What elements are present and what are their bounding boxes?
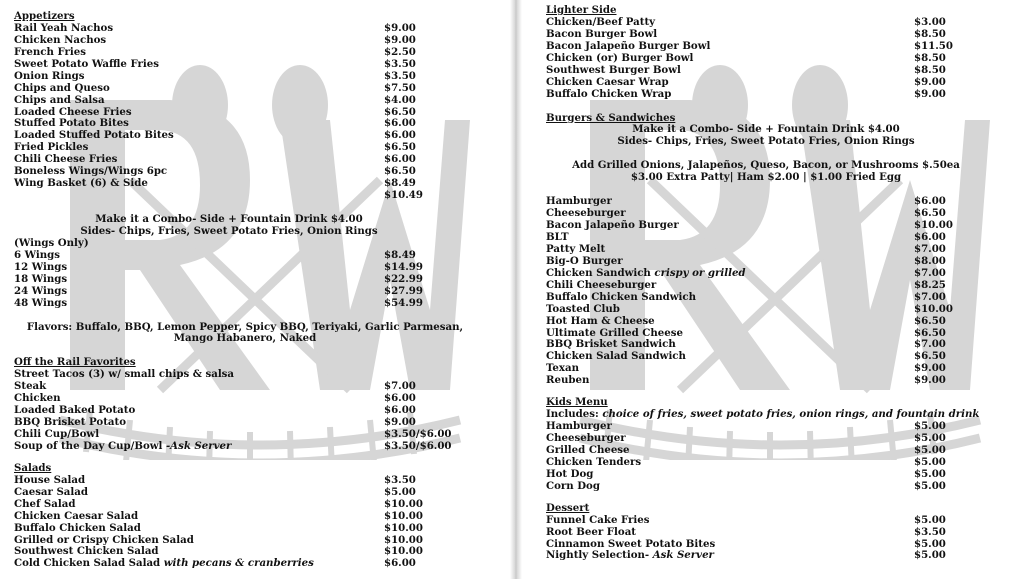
menu-item: Fried Pickles $6.50	[14, 141, 416, 154]
menu-item: Hamburger $6.00	[546, 195, 946, 208]
menu-item: Soup of the Day Cup/Bowl -Ask Server $3.50/$6.00	[14, 439, 452, 452]
combo-note: Make it a Combo- Side + Fountain Drink $4.00	[632, 123, 900, 136]
menu-item: Rail Yeah Nachos $9.00	[14, 21, 416, 34]
menu-item: Chicken Sandwich crispy or grilled $7.00	[546, 266, 946, 279]
menu-item: Bacon Jalapeño Burger $10.00	[546, 219, 953, 232]
menu-item: Bacon Burger Bowl $8.50	[546, 27, 946, 40]
menu-item: Patty Melt $7.00	[546, 242, 946, 255]
menu-item: Southwest Burger Bowl $8.50	[546, 63, 946, 76]
menu-item: BBQ Brisket Sandwich $7.00	[546, 338, 946, 351]
menu-item: 6 Wings $8.49	[14, 248, 416, 261]
menu-item: Chili Cheeseburger $8.25	[546, 278, 946, 291]
menu-item: Chicken (or) Burger Bowl $8.50	[546, 51, 946, 64]
menu-item: Cinnamon Sweet Potato Bites $5.00	[546, 537, 946, 550]
menu-item: BLT $6.00	[546, 231, 946, 243]
menu-item: Hot Dog $5.00	[546, 467, 946, 480]
menu-item: Chicken Nachos $9.00	[14, 33, 416, 46]
menu-item: Chef Salad $10.00	[14, 497, 423, 510]
combo-note: Make it a Combo- Side + Fountain Drink $4.00	[95, 213, 363, 225]
menu-item: Buffalo Chicken Sandwich $7.00	[546, 290, 946, 303]
section-heading-salads: Salads	[14, 461, 52, 474]
menu-item: Steak $7.00	[14, 380, 416, 393]
kids-includes-note: Includes: choice of fries, sweet potato fries, onion rings, and fountain drink	[546, 408, 980, 421]
menu-item: Southwest Chicken Salad $10.00	[14, 545, 423, 558]
menu-item: 12 Wings $14.99	[14, 260, 423, 273]
section-heading-kids-menu: Kids Menu	[546, 396, 608, 409]
menu-item: House Salad $3.50	[14, 473, 416, 486]
menu-item: $10.49	[384, 189, 423, 202]
combo-sides-note: Sides- Chips, Fries, Sweet Potato Fries, Onion Rings	[80, 224, 378, 237]
menu-page-right	[520, 0, 1030, 579]
menu-item: Cheeseburger $6.50	[546, 207, 946, 220]
menu-item: Ultimate Grilled Cheese $6.50	[546, 326, 946, 339]
menu-item: Boneless Wings/Wings 6pc $6.50	[14, 165, 416, 178]
menu-item: Reuben $9.00	[546, 374, 946, 387]
menu-item: Onion Rings $3.50	[14, 69, 416, 82]
wing-flavors: Flavors: Buffalo, BBQ, Lemon Pepper, Spicy BBQ, Teriyaki, Garlic Parmesan, Mango Habanero, Naked	[26, 320, 464, 345]
menu-item: Sweet Potato Waffle Fries $3.50	[14, 57, 416, 70]
extras-note: $3.00 Extra Patty| Ham $2.00 | $1.00 Fried Egg	[630, 171, 902, 184]
menu-item: Chicken/Beef Patty $3.00	[546, 15, 946, 28]
menu-item: Buffalo Chicken Wrap $9.00	[546, 87, 946, 100]
menu-item: Stuffed Potato Bites $6.00	[14, 117, 416, 130]
menu-item: Funnel Cake Fries $5.00	[546, 513, 946, 526]
section-heading-favorites: Off the Rail Favorites	[14, 356, 136, 369]
menu-item: Buffalo Chicken Salad $10.00	[14, 521, 423, 534]
menu-item: Wing Basket (6) & Side $8.49	[14, 177, 416, 190]
menu-item: Hot Ham & Cheese $6.50	[546, 314, 946, 327]
menu-item: Cold Chicken Salad Salad with pecans & cranberries $6.00	[14, 557, 416, 570]
menu-item: BBQ Brisket Potato $9.00	[14, 416, 416, 429]
menu-item: Loaded Baked Potato $6.00	[14, 404, 416, 417]
right-column	[546, 5, 986, 562]
menu-item: Corn Dog $5.00	[546, 479, 946, 492]
menu-item: French Fries $2.50	[14, 45, 416, 58]
menu-item: 18 Wings $22.99	[14, 272, 423, 285]
menu-item: Root Beer Float $3.50	[546, 525, 946, 538]
menu-item: Chips and Queso $7.50	[14, 81, 416, 94]
menu-page-left	[0, 0, 510, 579]
left-column	[14, 10, 464, 570]
menu-item: Texan $9.00	[546, 362, 946, 375]
menu-item: Grilled or Crispy Chicken Salad $10.00	[14, 533, 423, 546]
section-heading-dessert: Dessert	[546, 501, 590, 514]
menu-item: Chili Cheese Fries $6.00	[14, 153, 416, 166]
menu-item: Nightly Selection- Ask Server $5.00	[546, 549, 946, 562]
menu-item: Grilled Cheese $5.00	[546, 443, 946, 456]
menu-item: Toasted Club $10.00	[546, 302, 953, 315]
menu-item: Chicken Tenders $5.00	[546, 455, 946, 468]
menu-item: Loaded Stuffed Potato Bites $6.00	[14, 129, 416, 142]
menu-item: Chicken Salad Sandwich $6.50	[546, 350, 946, 363]
section-heading-lighter-side: Lighter Side	[546, 4, 617, 16]
menu-item: Caesar Salad $5.00	[14, 485, 416, 498]
section-heading-burgers: Burgers & Sandwiches	[546, 111, 676, 124]
menu-item: Loaded Cheese Fries $6.50	[14, 105, 416, 118]
menu-item: Chicken $6.00	[14, 392, 416, 405]
section-heading-appetizers: Appetizers	[14, 10, 75, 22]
menu-item: Chili Cup/Bowl $3.50/$6.00	[14, 428, 452, 441]
menu-item: Bacon Jalapeño Burger Bowl $11.50	[546, 39, 953, 52]
menu-item: 48 Wings $54.99	[14, 296, 423, 309]
menu-item: Cheeseburger $5.00	[546, 432, 946, 444]
menu-item: Hamburger $5.00	[546, 420, 946, 433]
combo-sides-note: Sides- Chips, Fries, Sweet Potato Fries, Onion Rings	[617, 135, 915, 148]
addons-note: Add Grilled Onions, Jalapeños, Queso, Bacon, or Mushrooms $.50ea	[572, 159, 960, 172]
menu-item: Chicken Caesar Salad $10.00	[14, 509, 423, 522]
menu-item: 24 Wings $27.99	[14, 284, 423, 297]
menu-item: Street Tacos (3) w/ small chips & salsa	[14, 368, 235, 381]
menu-item: Chicken Caesar Wrap $9.00	[546, 75, 946, 88]
menu-item: Chips and Salsa $4.00	[14, 93, 416, 106]
wings-only-label: (Wings Only)	[14, 236, 89, 249]
menu-item: Big-O Burger $8.00	[546, 254, 946, 267]
